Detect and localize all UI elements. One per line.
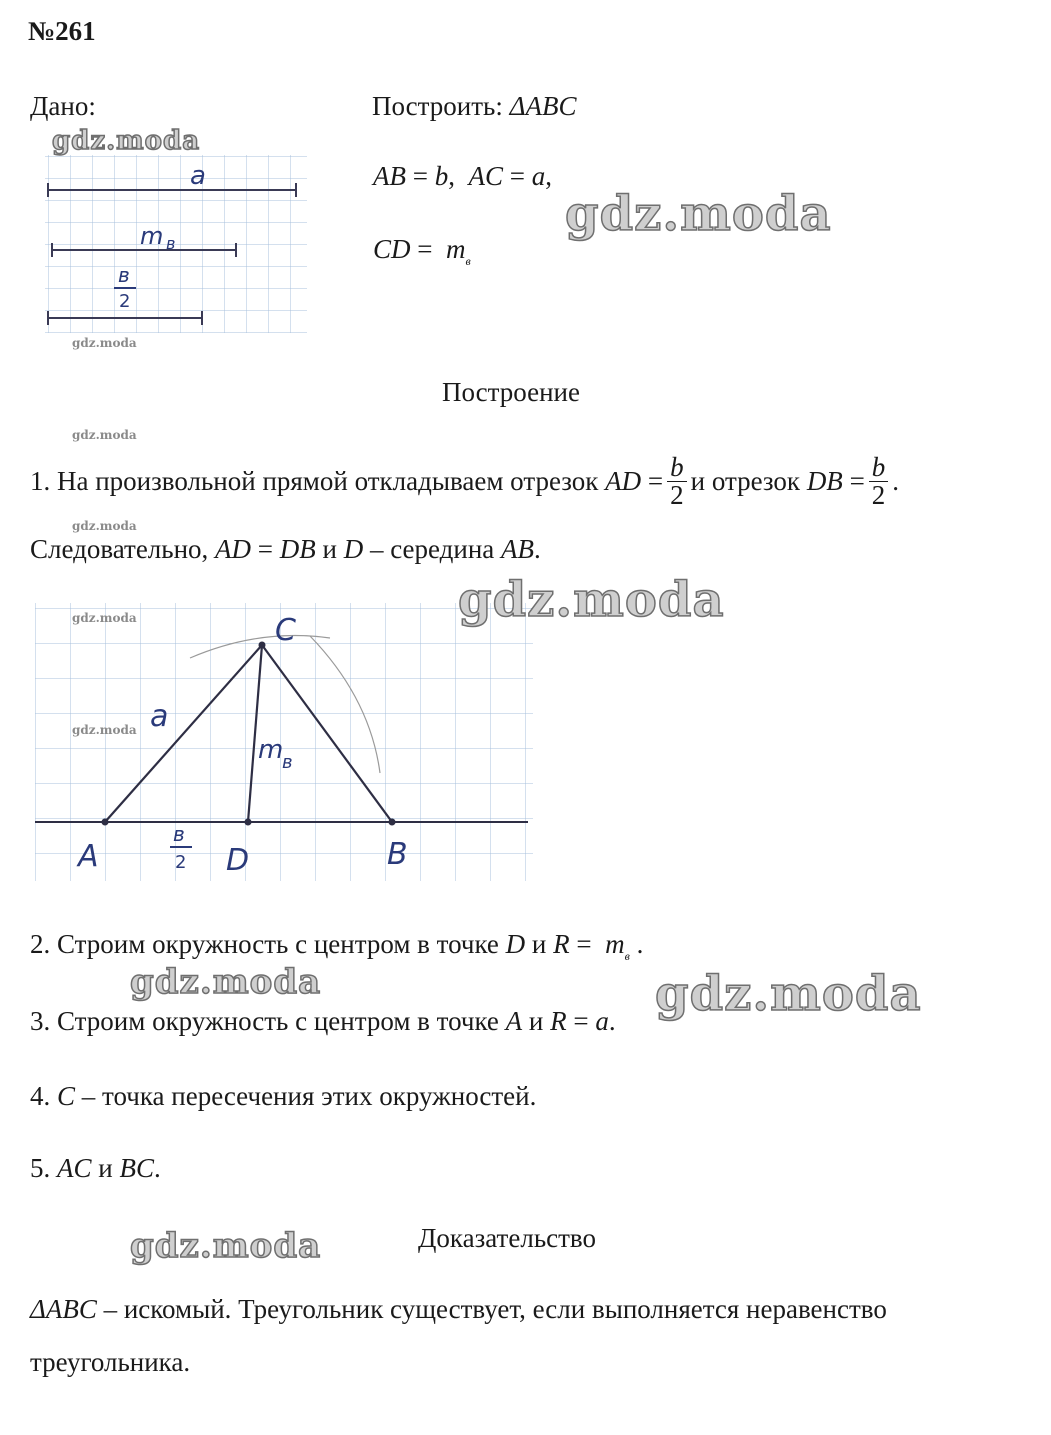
- step1-ad: AD: [605, 466, 642, 496]
- step1-text1: 1. На произвольной прямой откладываем отрезок: [30, 466, 599, 496]
- watermark: gdz.moda: [458, 572, 725, 628]
- step-3: 3. Строим окружность с центром в точке A и R = a.: [30, 1006, 616, 1036]
- seg-ac: AC: [468, 161, 503, 191]
- problem-number: №261: [28, 16, 96, 46]
- seg-cd: CD: [373, 234, 411, 264]
- fraction-b-2-second: $\frac{b}{2}$: [869, 454, 889, 509]
- label-point-a: A: [78, 839, 99, 874]
- label-side-a: a: [150, 699, 169, 734]
- watermark-small: gdz.moda: [72, 519, 137, 533]
- construct-prefix: Построить:: [372, 91, 510, 121]
- watermark: gdz.moda: [52, 126, 201, 156]
- sketch-half-num: в: [118, 263, 130, 287]
- section-proof: Доказательство: [418, 1223, 596, 1253]
- label-half-num: в: [173, 822, 185, 846]
- var-m-sub: в: [465, 254, 471, 268]
- watermark: gdz.moda: [655, 966, 922, 1022]
- construction-diagram: [30, 598, 535, 883]
- watermark: gdz.moda: [130, 1226, 322, 1266]
- sketch-label-m-sub: в: [166, 234, 176, 253]
- var-a: a: [531, 161, 546, 191]
- seg-ab: AB: [373, 161, 406, 191]
- grid-paper: [45, 155, 307, 333]
- step-2: 2. Строим окружность с центром в точке D и $R = m_в$ .: [30, 929, 644, 963]
- step-1: 1. На произвольной прямой откладываем отрезок AD = $\frac{b}{2}$ и отрезок DB = $\frac{b}{2}$ .: [30, 451, 900, 510]
- label-half-den: 2: [175, 852, 187, 873]
- section-construction: Построение: [442, 377, 580, 407]
- watermark: gdz.moda: [130, 962, 322, 1002]
- step-5: 5. AC и BC.: [30, 1153, 161, 1183]
- watermark-small: gdz.moda: [72, 611, 137, 625]
- proof-line-2: треугольника.: [30, 1347, 191, 1377]
- watermark-small: gdz.moda: [72, 336, 137, 350]
- label-c: C: [275, 613, 296, 648]
- sketch-label-m: m: [140, 222, 164, 250]
- step-1b: Следовательно, AD = DB и D – середина AB.: [30, 534, 541, 564]
- condition-line-1: AB = b, AC = a,: [373, 161, 552, 191]
- given-sketch: [40, 150, 310, 335]
- given-label: Дано:: [30, 91, 96, 121]
- watermark-small: gdz.moda: [72, 428, 137, 442]
- var-b: b: [434, 161, 449, 191]
- sketch-label-a: a: [190, 161, 206, 191]
- var-m: m: [446, 234, 466, 264]
- label-m: m: [258, 735, 284, 765]
- label-m-sub: в: [282, 752, 293, 773]
- watermark-small: gdz.moda: [72, 723, 137, 737]
- label-point-b: B: [387, 837, 408, 872]
- step-4: 4. C – точка пересечения этих окружностей.: [30, 1081, 537, 1111]
- watermark: gdz.moda: [565, 186, 832, 242]
- proof-line-1: ΔABC – искомый. Треугольник существует, если выполняется неравенство: [30, 1294, 887, 1324]
- construct-task: [372, 90, 576, 122]
- sketch-half-den: 2: [119, 291, 131, 312]
- label-point-d: D: [226, 843, 250, 878]
- construct-triangle: ΔABC: [509, 91, 577, 121]
- fraction-b-2: $\frac{b}{2}$: [667, 454, 687, 509]
- condition-line-2: CD = $m_в$: [373, 234, 471, 268]
- step1-text2: и отрезок: [690, 466, 801, 496]
- step1-db: DB: [806, 466, 843, 496]
